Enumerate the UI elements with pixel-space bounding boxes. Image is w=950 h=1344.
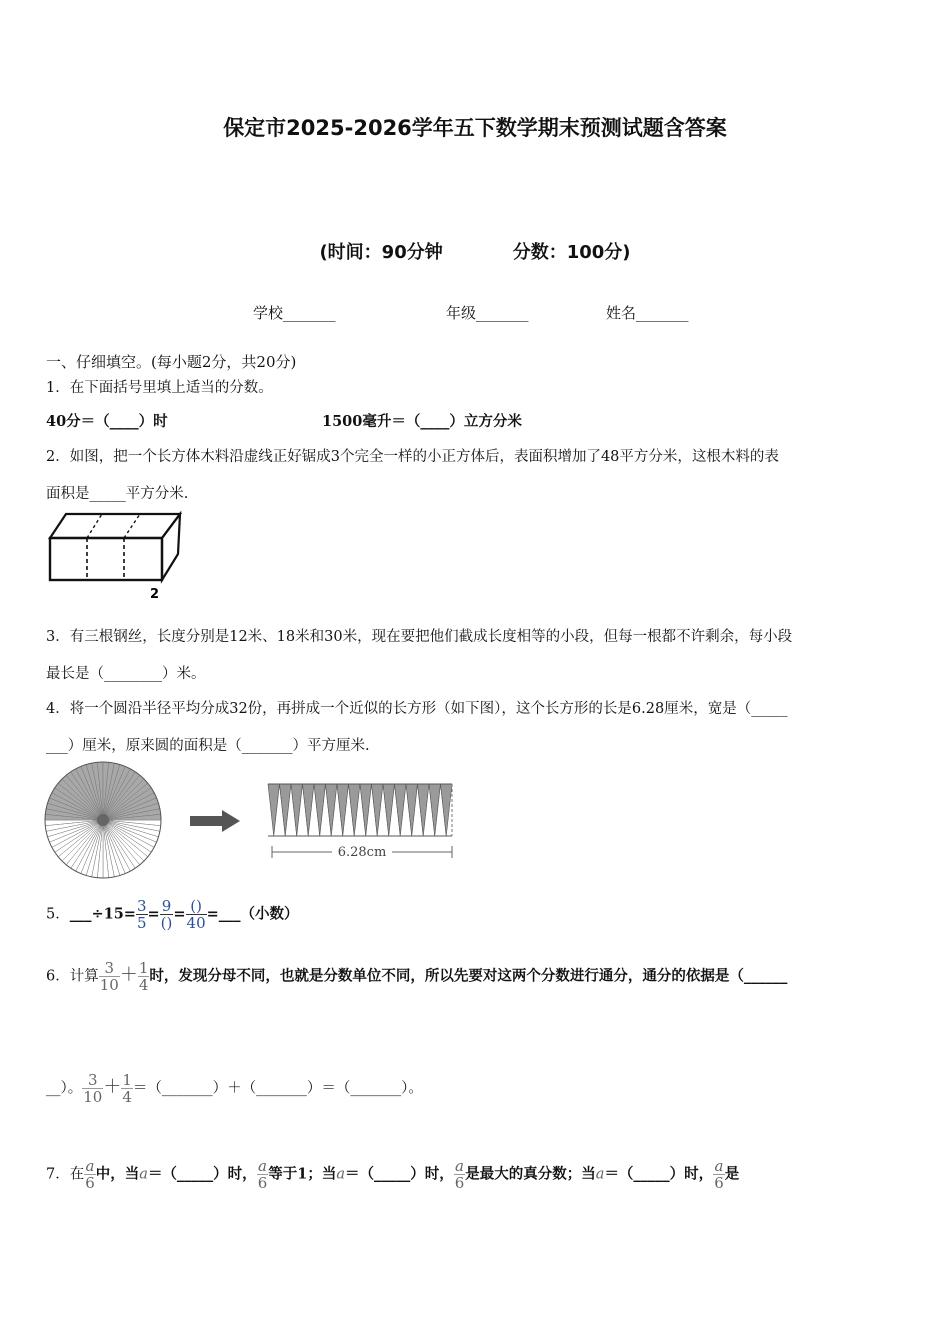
q5-fraction-1: $\frac{3}{5}$ [136, 897, 147, 932]
q4-line2: ___）厘米，原来圆的面积是（_______）平方厘米. [46, 738, 370, 754]
q7-t4: ＝（_____）时， [344, 1165, 454, 1183]
q1-b: 1500毫升＝（____）立方分米 [322, 413, 522, 430]
exam-info [0, 238, 950, 264]
q6-line2-end: ＝（_______）＋（_______）＝（_______）。 [132, 1080, 423, 1097]
q5-fraction-3: $\frac{()}{40}$ [186, 897, 206, 932]
q6-line2-fraction-1: $\frac{3}{10}$ [83, 1071, 103, 1106]
q7-fraction-3: $\frac{a}{6}$ [454, 1157, 465, 1192]
q7-t2: ＝（_____）时， [147, 1165, 257, 1183]
q1-a: 40分＝（____）时 [46, 413, 168, 430]
q1-stem: 1．在下面括号里填上适当的分数。 [46, 380, 273, 396]
q3-line2: 最长是（________）米。 [46, 666, 206, 682]
q3-line1: 3．有三根钢丝，长度分别是12米、18米和30米，现在要把他们截成长度相等的小段，但每一根都不许剩余，每小段 [46, 629, 793, 645]
score-info: 分数：100分) [512, 242, 631, 263]
q5-prefix: 5． [46, 906, 70, 923]
page-title: 保定市2025-2026学年五下数学期末预测试题含答案 [223, 116, 727, 140]
q7-fraction-1: $\frac{a}{6}$ [85, 1157, 95, 1192]
q4-line1: 4．将一个圆沿半径平均分成32份，再拼成一个近似的长方形（如下图），这个长方形的长是6.28厘米，宽是（_____ [46, 701, 788, 717]
q5-line [46, 898, 299, 931]
cuboid-top-face [50, 514, 180, 538]
q7-line [46, 1158, 739, 1191]
q7-var-2: a [336, 1166, 345, 1183]
q2-line1: 2．如图，把一个长方体木料沿虚线正好锯成3个完全一样的小正方体后，表面积增加了48平方分米，这根木料的表 [46, 449, 779, 465]
length-label: 6.28cm [337, 845, 387, 860]
q5-eq-2: = [173, 905, 186, 923]
school-field[interactable]: 学校_______ [253, 304, 336, 322]
rectangle-teeth [268, 784, 452, 836]
q6-prefix: 6．计算 [46, 968, 99, 985]
q7-fraction-4: $\frac{a}{6}$ [714, 1157, 724, 1192]
q6-line2-plus: ＋ [103, 1076, 122, 1098]
q7-var-3: a [595, 1166, 605, 1183]
circle-center [97, 814, 109, 826]
circle-figure [40, 760, 170, 884]
cuboid-front-face [50, 538, 162, 580]
q7-prefix: 7．在 [46, 1166, 85, 1183]
q7-var-1: a [139, 1166, 148, 1183]
q7-t3: 等于1；当 [268, 1165, 337, 1183]
q5-eq-1: = [147, 905, 160, 923]
q6-fraction-1: $\frac{3}{10}$ [99, 959, 119, 994]
q6-line2-start: __）。 [46, 1080, 83, 1097]
q6-line2 [46, 1072, 423, 1105]
arrow-icon [188, 808, 242, 834]
q5-fraction-2: $\frac{9}{()}$ [160, 897, 173, 932]
grade-field[interactable]: 年级_______ [446, 304, 529, 322]
q7-t5: 是最大的真分数；当 [465, 1165, 596, 1183]
q5-end: =___（小数） [206, 905, 299, 923]
q6-fraction-2: $\frac{1}{4}$ [138, 959, 149, 994]
cut-line-3 [87, 514, 102, 538]
q6-plus: ＋ [119, 964, 138, 986]
name-field[interactable]: 姓名_______ [606, 304, 689, 322]
q7-t6: ＝（_____）时， [604, 1165, 714, 1183]
cuboid-side-face [162, 514, 180, 580]
q6-line2-fraction-2: $\frac{1}{4}$ [122, 1071, 132, 1106]
q6-line1 [46, 960, 787, 993]
q6-text: 时，发现分母不同，也就是分数单位不同，所以先要对这两个分数进行通分，通分的依据是（______ [149, 967, 788, 985]
cuboid-figure [44, 510, 186, 602]
q2-line2: 面积是_____平方分米. [46, 486, 189, 502]
cut-line-4 [124, 514, 140, 538]
q7-t1: 中，当 [95, 1165, 140, 1183]
figure-label: 2 [150, 587, 160, 602]
section-heading: 一、仔细填空。(每小题2分，共20分) [46, 353, 297, 371]
q7-fraction-2: $\frac{a}{6}$ [257, 1157, 268, 1192]
q5-start: ___÷15= [69, 905, 136, 923]
time-info: (时间：90分钟 [319, 242, 443, 263]
q7-t7: 是 [724, 1165, 740, 1183]
rectangle-figure [262, 778, 458, 864]
circle-sectors [45, 762, 161, 878]
